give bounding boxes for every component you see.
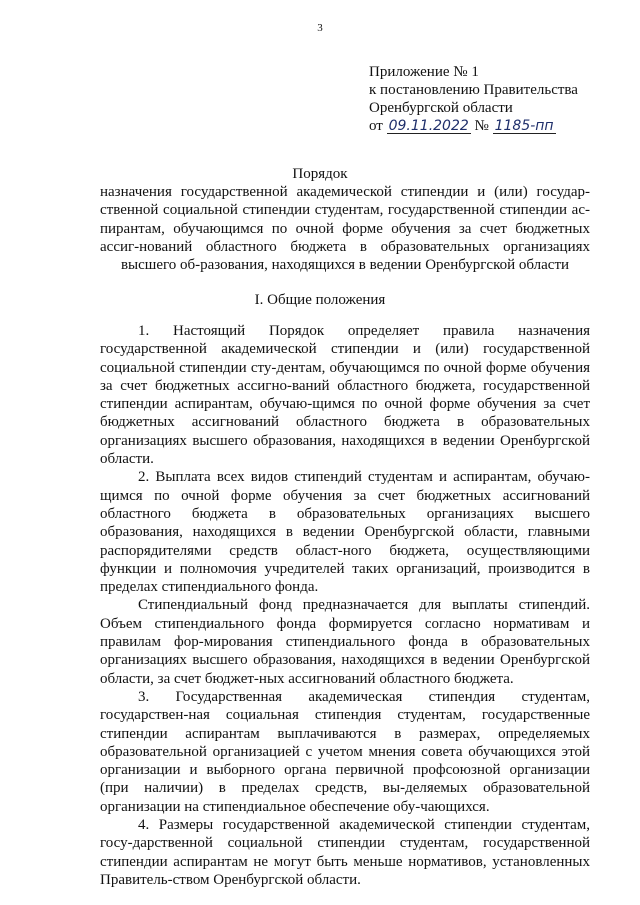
appendix-title: Приложение № 1: [369, 64, 479, 80]
paragraph: Стипендиальный фонд предназначается для выплаты стипендий. Объем стипендиального фонда формируется согласно нормативам и правилам фор-мирования стипендиального фонда в образовательных организациях высшего образования, находящихся в ведении Оренбургской области, за счет бюджет-ных ассигнований областного бюджета.: [100, 597, 590, 687]
section-heading: I. Общие положения: [254, 292, 386, 308]
number-label: №: [474, 118, 489, 134]
page-number: 3: [317, 22, 323, 34]
resolution-number: 1185-пп: [494, 118, 554, 134]
document-subtitle: назначения государственной академической стипендии и (или) государ-ственной социальной стипендии студентам, государственной стипендии ас-пирантам, обучающимся по очной форме обучения за счет бюджетных ассиг-нований областного бюджета в образовательных организациях высшего об-разования, находящихся в ведении Оренбургской области: [100, 184, 590, 274]
document-title: Порядок: [292, 166, 348, 182]
paragraph: 3. Государственная академическая стипендия студентам, государствен-ная социальная стипендия студентам, государственные стипендии аспирантам выплачиваются в размерах, определяемых образовательной организацией с учетом мнения совета обучающихся этой организации и выборного органа первичной профсоюзной организации (при наличии) в пределах средств, вы-деляемых образовательной организации на стипендиальное обеспечение обу-чающихся.: [100, 688, 590, 815]
paragraph: 2. Выплата всех видов стипендий студентам и аспирантам, обучаю-щимся по очной форме обучения за счет бюджетных ассигнований областного бюджета в образовательных организациях высшего образования, находящихся в ведении Оренбургской области, главными распорядителями средств област-ного бюджета, осуществляющими функции и полномочия учредителей таких организаций, производится в пределах стипендиального фонда.: [100, 469, 590, 596]
paragraph: 4. Размеры государственной академической стипендии студентам, госу-дарственной социальной стипендии студентам, государственной стипендии аспирантам не могут быть меньше нормативов, установленных Правитель-ством Оренбургской области.: [100, 817, 590, 888]
appendix-region: Оренбургской области: [369, 100, 513, 116]
appendix-block: [369, 63, 609, 135]
document-body: [100, 322, 590, 889]
from-label: от: [369, 118, 383, 134]
resolution-date: 09.11.2022: [388, 118, 469, 134]
appendix-date-line: [369, 117, 609, 135]
appendix-resolution: к постановлению Правительства: [369, 82, 578, 98]
paragraph: 1. Настоящий Порядок определяет правила назначения государственной академической стипендии и (или) государственной социальной стипендии сту-дентам, обучающимся по очной форме обучения за счет бюджетных ассигно-ваний областного бюджета, государственной стипендии аспирантам, обучаю-щимся по очной форме обучения за счет бюджетных ассигнований областного бюджета в образовательных организациях высшего образования, находящихся в ведении Оренбургской области.: [100, 323, 590, 468]
